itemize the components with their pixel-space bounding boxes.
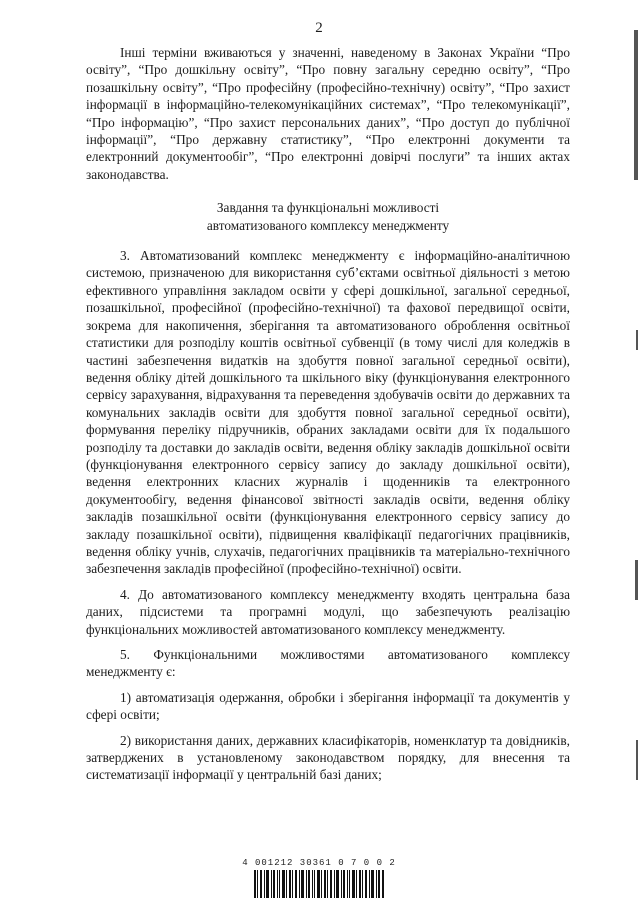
barcode-block	[0, 858, 638, 898]
page-number: 2	[315, 20, 323, 36]
section-heading-line-1: Завдання та функціональні можливості	[216, 200, 440, 216]
paragraph-terms: Інші терміни вживаються у значенні, наведеному в Законах України “Про освіту”, “Про дошкільну освіту”, “Про повну загальну середню освіту”, “Про позашкільну освіту”, “Про професійну (професійно-технічну) освіту”, “Про захист інформації в інформаційно-телекомунікаційних системах”, “Про телекомунікації”, “Про інформацію”, “Про захист персональних даних”, “Про доступ до публічної інформації”, “Про державну статистику”, “Про електронні документи та електронний документообіг”, “Про електронні довірчі послуги” та інших актах законодавства.	[86, 45, 570, 182]
list-item-2: 2) використання даних, державних класифікаторів, номенклатур та довідників, затверджених в установленому законодавством порядку, для внесення та систематизації інформації у центральній базі даних;	[86, 732, 570, 783]
list-item-1: 1) автоматизація одержання, обробки і зберігання інформації та документів у сфері освіти;	[86, 689, 570, 723]
section-heading	[86, 199, 570, 234]
barcode-number: 4 001212 30361 0 7 0 0 2	[242, 858, 396, 868]
section-heading-line-2: автоматизованого комплексу менеджменту	[206, 217, 450, 233]
paragraph-5: 5. Функціональними можливостями автоматизованого комплексу менеджменту є:	[86, 647, 570, 680]
scan-edge-mark	[634, 30, 638, 180]
paragraph-3: 3. Автоматизований комплекс менеджменту є інформаційно-аналітичною системою, призначеною для використання суб’єктами освітньої діяльності з метою ефективного управління закладом освіти у сфері дошкільної, загальної середньої, позашкільної, професійної (професійно-технічної) та фахової передвищої освіти, зокрема для накопичення, зберігання та автоматизованого оброблення освітньої статистики для розподілу коштів освітньої субвенції (в тому числі для коледжів в частині забезпечення видатків на здобуття повної загальної середньої освіти), ведення обліку дітей дошкільного та шкільного віку (функціонування електронного сервісу зарахування, відрахування та переведення здобувачів освіти до державних та комунальних закладів освіти для здобуття повної загальної середньої освіти), формування переліку підручників, обраних закладами освіти для їх подальшого розподілу та доставки до закладів освіти, ведення обліку закладів дошкільної освіти (функціонування електронного сервісу запису до закладу дошкільної освіти), ведення електронних класних журналів і щоденників та електронного документообігу, ведення фінансової звітності закладів освіти, ведення обліку закладів позашкільної освіти (функціонування електронного сервісу запису до закладу позашкільної освіти), підвищення кваліфікації педагогічних працівників, ведення обліку учнів, слухачів, педагогічних працівників та матеріально-технічного забезпечення закладів професійної (професійно-технічної) освіти.	[86, 248, 570, 577]
barcode-icon	[254, 870, 384, 898]
paragraph-4: 4. До автоматизованого комплексу менеджменту входять центральна база даних, підсистеми та програмні модулі, що забезпечують реалізацію функціональних можливостей автоматизованого комплексу менеджменту.	[86, 586, 570, 637]
document-body	[86, 44, 570, 784]
